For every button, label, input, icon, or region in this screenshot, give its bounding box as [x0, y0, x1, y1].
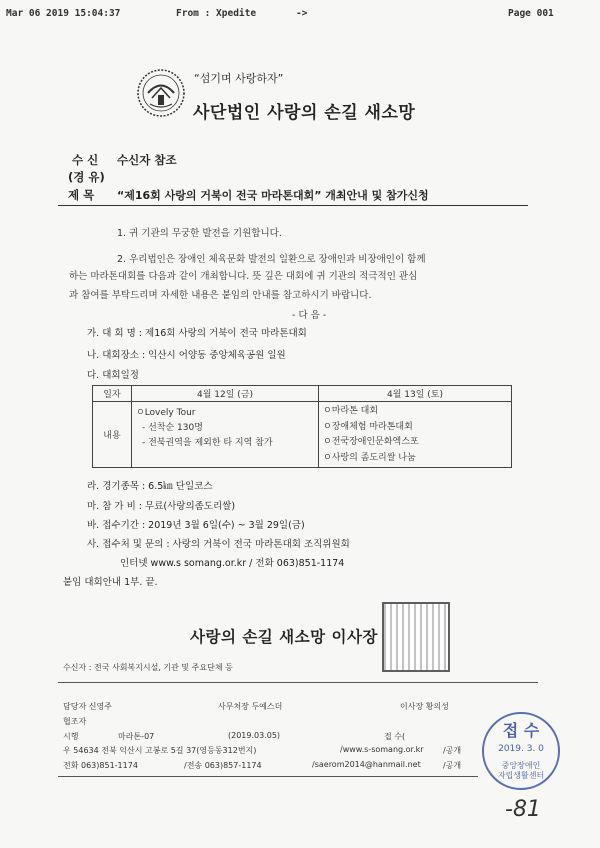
receipt-stamp: [482, 712, 560, 790]
signature-line: 사랑의 손길 새소망 이사장: [190, 628, 378, 646]
exec-date: (2019.03.05): [228, 731, 281, 740]
item-event-name: 가. 대 회 명 : 제16회 사랑의 거북이 전국 마라톤대회: [87, 328, 307, 339]
paragraph-2-line-2: 하는 마라톤대회를 다음과 같이 개최합니다. 뜻 깊은 대회에 귀 기관의 적극적인 관심: [69, 271, 418, 282]
header-day1: 4월 12일 (금): [132, 386, 319, 402]
header-date: 일자: [93, 386, 132, 402]
staff-name: 담당자 신영주: [63, 702, 112, 711]
slogan: “섬기며 사랑하자”: [194, 72, 284, 85]
paragraph-1: 1. 귀 기관의 무궁한 발전을 기원합니다.: [117, 228, 282, 239]
email: /saerom2014@hanmail.net: [312, 760, 421, 769]
day1-content: [132, 402, 319, 468]
item-contact: 사. 접수처 및 문의 : 사랑의 거북이 전국 마라톤대회 조직위원회: [87, 539, 350, 550]
stamp-date: 2019. 3. 0: [498, 744, 544, 754]
fax-datetime: Mar 06 2019 15:04:37: [6, 8, 121, 19]
item-event-type: 라. 경기종목 : 6.5㎞ 단일코스: [87, 481, 213, 492]
fax-number: /전송 063)857-1174: [184, 761, 262, 770]
paragraph-2-line-1: 2. 우리법인은 장애인 체육문화 발전의 일환으로 장애인과 비장애인이 함께: [117, 254, 426, 265]
fax-from: From : Xpedite: [176, 8, 257, 19]
recipient-value: 수신자 참조: [117, 153, 177, 167]
day2-item: ㅇ마라톤 대회: [323, 406, 379, 416]
table-row: [93, 386, 512, 402]
item-contact-detail: 인터넷 www.s somang.or.kr / 전화 063)851-1174: [120, 558, 345, 569]
item-schedule-label: 다. 대회일정: [87, 370, 139, 381]
via-label: (경 유): [68, 170, 105, 184]
day2-item: ㅇ전국장애인문화엑스포: [323, 437, 419, 447]
exec-number: 마라톤-07: [118, 732, 155, 741]
footer-bottom-divider: [58, 776, 478, 777]
phone: 전화 063)851-1174: [63, 761, 138, 770]
exec-label: 시행: [63, 732, 79, 741]
chairman: 이사장 황의성: [400, 702, 449, 711]
item-registration-period: 바. 접수기간 : 2019년 3월 6일(수) ~ 3월 29일(금): [87, 520, 305, 531]
header-divider: [58, 205, 528, 206]
recipient-list: 수신자 : 전국 사회복지시설, 기관 및 주요단체 등: [63, 663, 233, 672]
subject-value: “제16회 사랑의 거북이 전국 마라톤대회” 개최안내 및 참가신청: [117, 189, 429, 202]
stamp-org-line-1: 중앙장애인: [501, 761, 541, 770]
official-seal-icon: [382, 602, 450, 672]
day2-item: ㅇ사랑의 좀도리쌀 나눔: [323, 452, 416, 463]
day1-item: - 전북권역을 제외한 타 지역 참가: [142, 438, 273, 448]
day1-item: ㅇLovely Tour: [136, 408, 196, 418]
handwritten-number: -81: [505, 797, 541, 822]
secretary-general: 사무처장 두예스더: [218, 702, 283, 711]
website-disclosure: /공개: [443, 746, 462, 755]
organization-name: 사단법인 사랑의 손길 새소망: [193, 103, 416, 123]
day1-item: - 선착순 130명: [142, 423, 203, 433]
subject-label: 제 목: [68, 188, 95, 202]
fax-arrow: ->: [296, 8, 308, 19]
stamp-org-line-2: 자립생활센터: [497, 771, 545, 780]
item-venue: 나. 대회장소 : 익산시 어양동 중앙체육공원 일원: [87, 350, 286, 361]
attachment-note: 붙임 대회안내 1부. 끝.: [63, 577, 158, 588]
header-day2: 4월 13일 (토): [319, 386, 512, 402]
organization-logo-icon: [136, 68, 186, 118]
fax-page: Page 001: [508, 8, 554, 19]
receipt-label: 접 수(: [384, 732, 406, 741]
stamp-title: 접 수: [502, 721, 540, 740]
paragraph-2-line-3: 과 참여를 부탁드리며 자세한 내용은 붙임의 안내를 참고하시기 바랍니다.: [69, 290, 372, 301]
cooperator-label: 협조자: [63, 717, 87, 726]
disclosure: /공개: [443, 761, 462, 770]
footer-divider: [58, 682, 538, 683]
day2-item: ㅇ장애체험 마라톤대회: [323, 421, 413, 432]
item-fee: 마. 참 가 비 : 무료(사랑의좀도리쌀): [87, 501, 236, 512]
recipient-label: 수 신: [72, 153, 99, 167]
schedule-table: [92, 385, 512, 468]
row-label-content: 내용: [93, 402, 132, 468]
notice-heading: - 다 음 -: [292, 310, 327, 321]
day2-content: [319, 402, 512, 468]
website: /www.s-somang.or.kr: [340, 745, 424, 754]
postal-address: 우 54634 전북 익산시 고봉로 5길 37(영등동312번지): [63, 746, 257, 755]
table-row: [93, 402, 512, 468]
